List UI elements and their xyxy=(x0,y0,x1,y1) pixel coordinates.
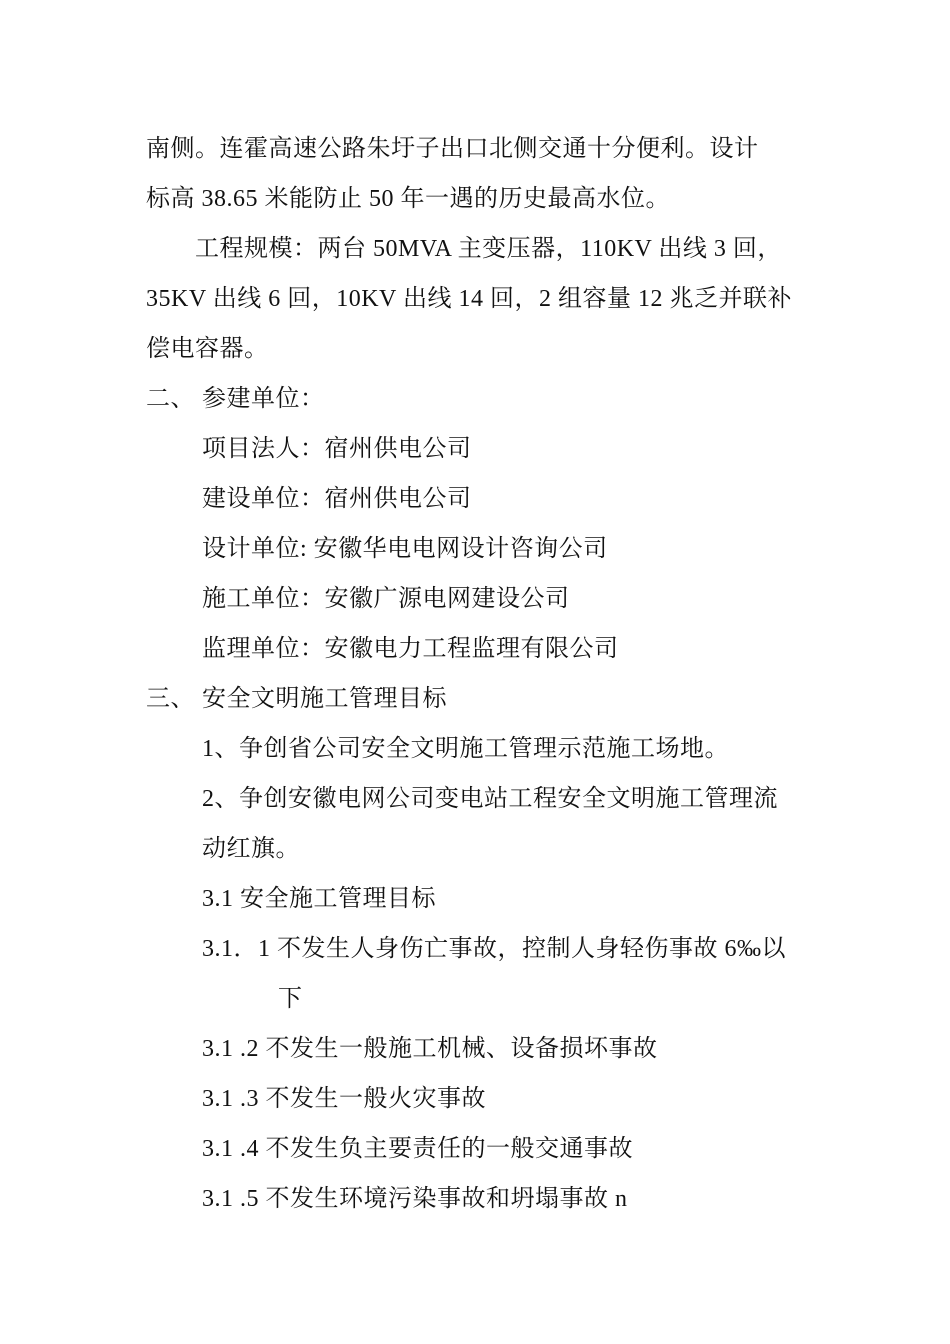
goal-2-line-2: 动红旗。 xyxy=(202,836,300,862)
section-2-number: 二、 xyxy=(146,386,195,412)
scale-line-3: 偿电容器。 xyxy=(146,336,269,362)
participant-item: 项目法人：宿州供电公司 xyxy=(202,436,472,462)
subsection-title: 3.1 安全施工管理目标 xyxy=(202,886,436,912)
intro-line-1: 南侧。连霍高速公路朱圩子出口北侧交通十分便利。设计 xyxy=(146,136,759,162)
scale-line-1: 工程规模：两台 50MVA 主变压器，110KV 出线 3 回， xyxy=(195,236,782,262)
participant-item: 施工单位：安徽广源电网建设公司 xyxy=(202,586,570,612)
section-3-number: 三、 xyxy=(146,686,195,712)
safety-item-4: 3.1 .4 不发生负主要责任的一般交通事故 xyxy=(202,1136,633,1162)
participant-item: 设计单位: 安徽华电电网设计咨询公司 xyxy=(202,536,608,562)
section-2-heading xyxy=(146,384,325,414)
safety-item-3: 3.1 .3 不发生一般火灾事故 xyxy=(202,1086,486,1112)
section-3-title: 安全文明施工管理目标 xyxy=(202,686,447,712)
goal-2-line-1: 2、争创安徽电网公司变电站工程安全文明施工管理流 xyxy=(202,786,778,812)
participant-item: 建设单位：宿州供电公司 xyxy=(202,486,472,512)
scale-line-2: 35KV 出线 6 回，10KV 出线 14 回，2 组容量 12 兆乏并联补 xyxy=(146,286,792,312)
section-2-title: 参建单位： xyxy=(202,386,325,412)
section-3-heading xyxy=(146,684,447,714)
goal-1: 1、争创省公司安全文明施工管理示范施工场地。 xyxy=(202,736,729,762)
safety-item-1-line-2: 下 xyxy=(278,986,303,1012)
safety-item-1-line-1: 3.1．1 不发生人身伤亡事故，控制人身轻伤事故 6‰以 xyxy=(202,936,786,962)
participant-item: 监理单位：安徽电力工程监理有限公司 xyxy=(202,636,619,662)
intro-line-2: 标高 38.65 米能防止 50 年一遇的历史最高水位。 xyxy=(146,186,670,212)
safety-item-5: 3.1 .5 不发生环境污染事故和坍塌事故 n xyxy=(202,1186,628,1212)
safety-item-2: 3.1 .2 不发生一般施工机械、设备损坏事故 xyxy=(202,1036,658,1062)
